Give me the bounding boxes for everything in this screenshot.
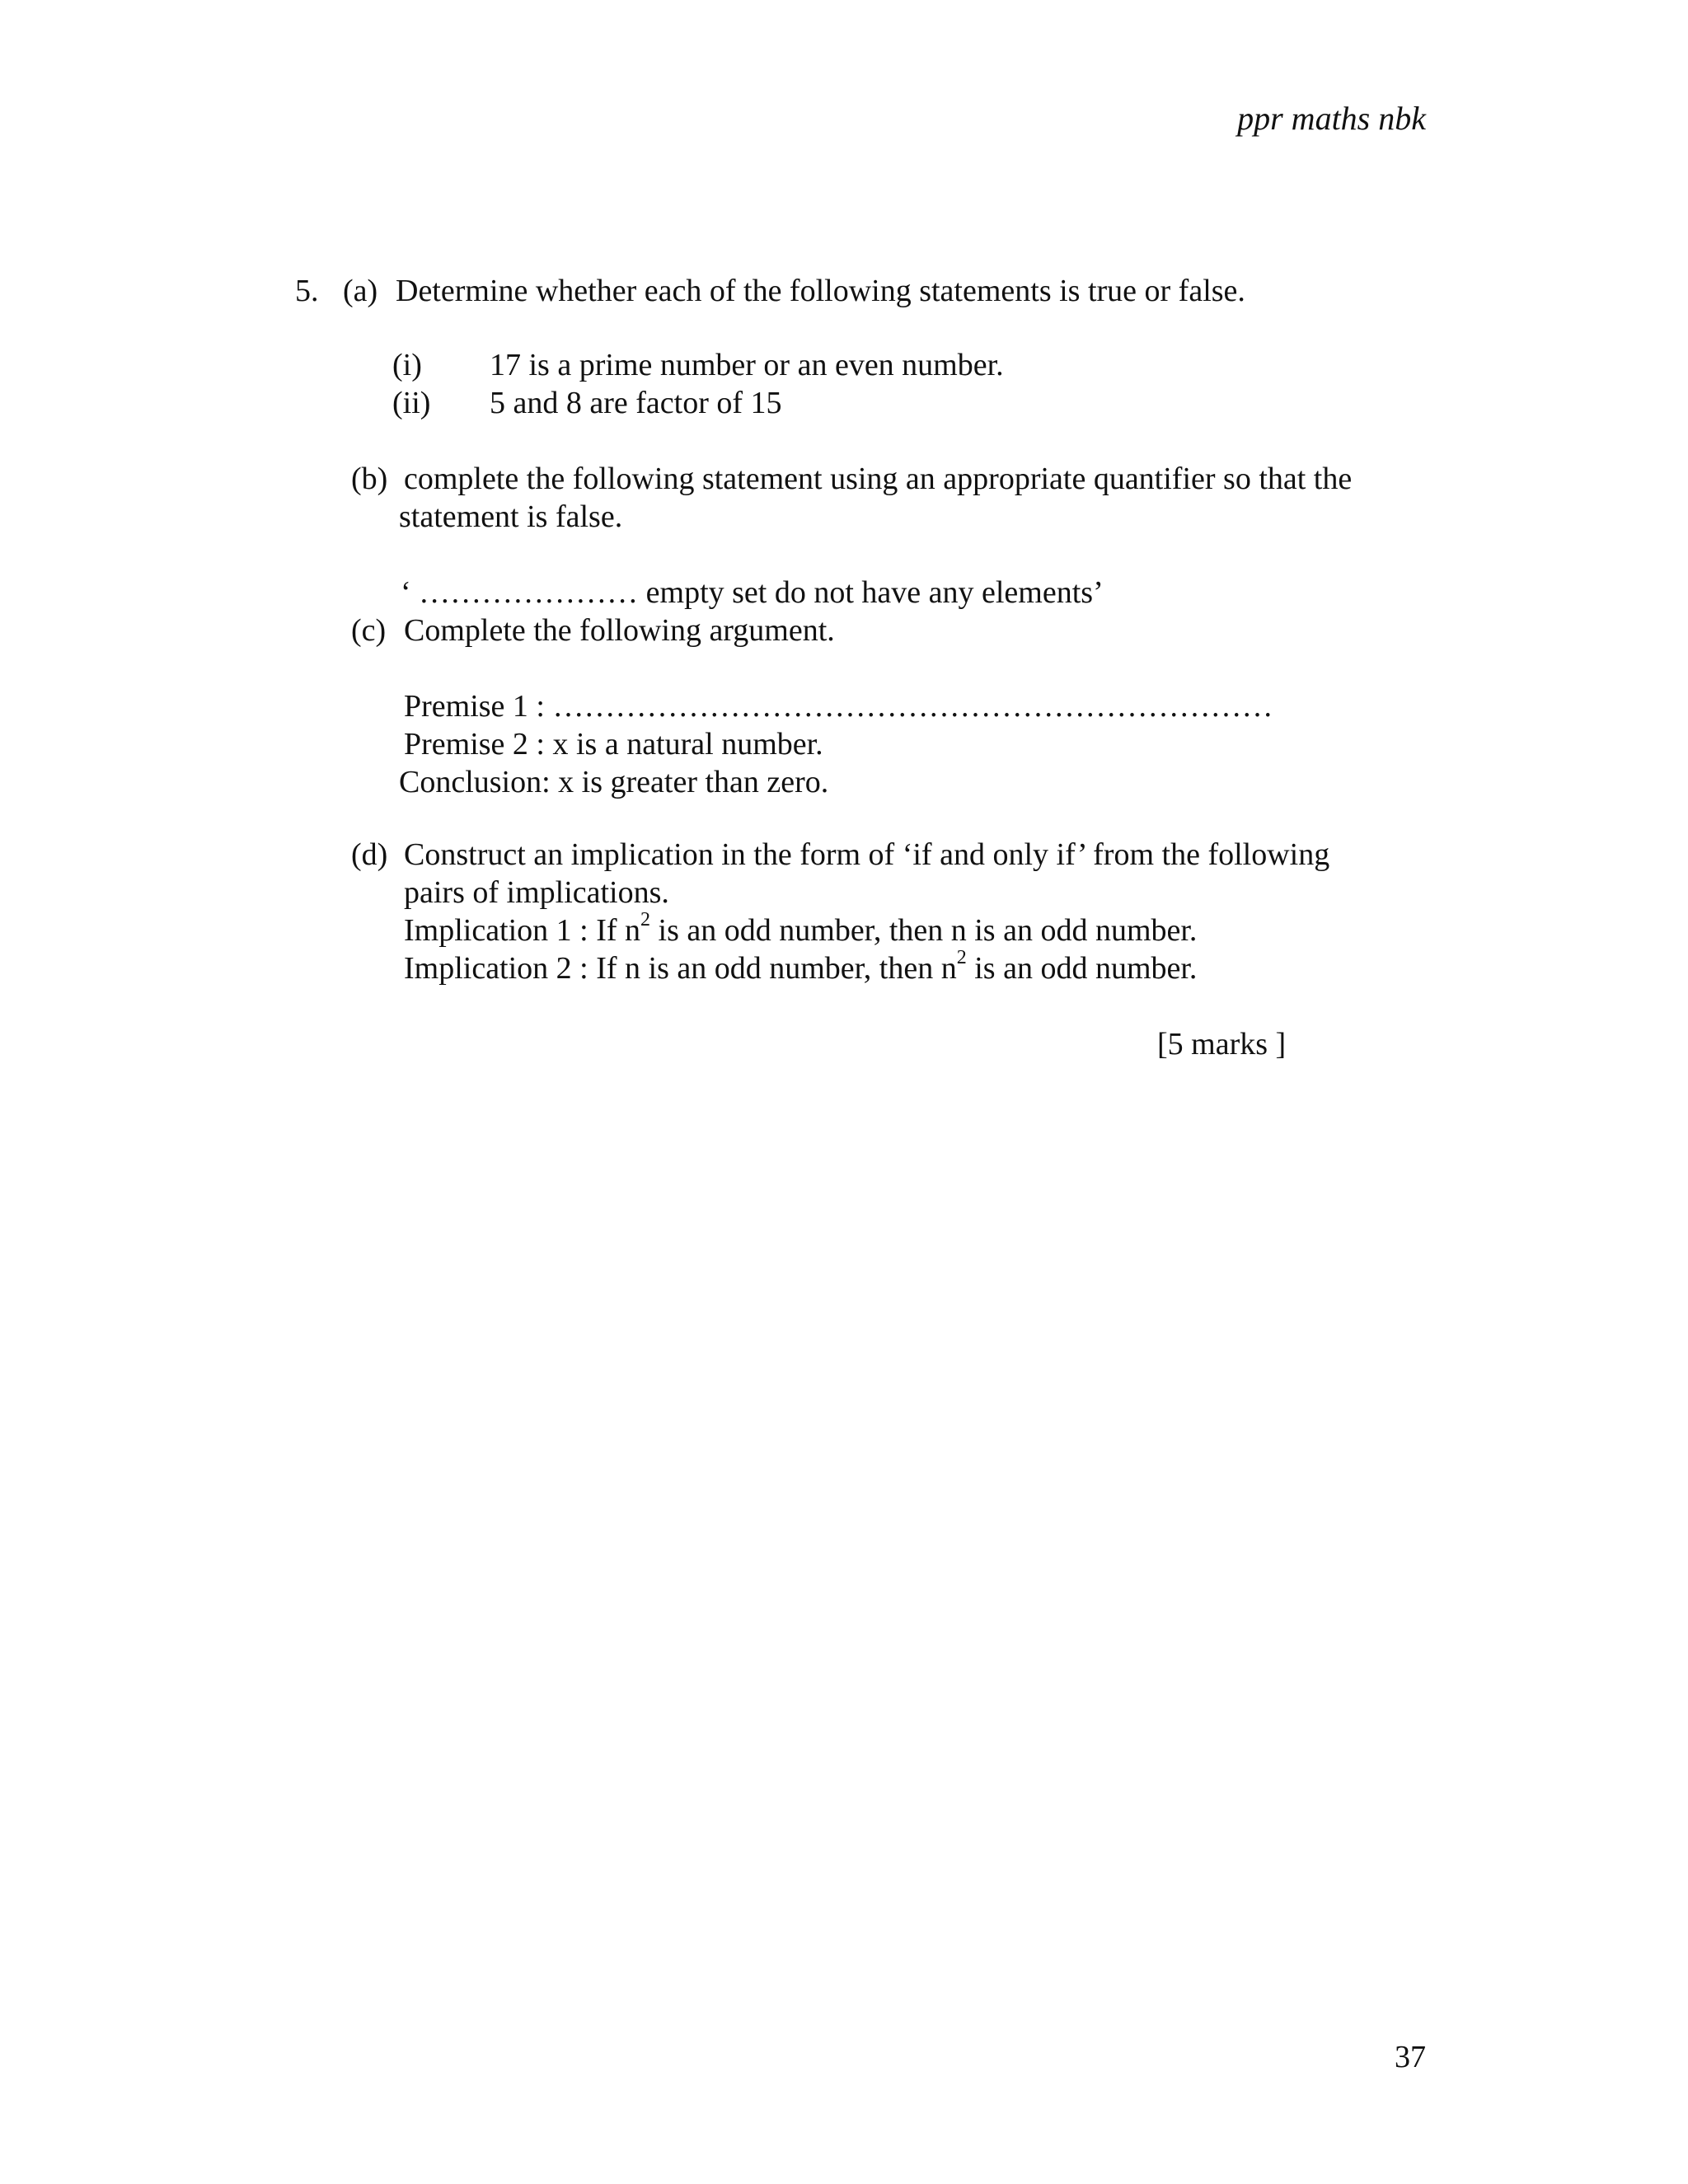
marks: [5 marks ] [1157,1027,1287,1062]
page-number: 37 [1395,2040,1426,2074]
part-a-item-ii-label: (ii) [392,386,431,420]
part-a-item-ii-text: 5 and 8 are factor of 15 [490,386,782,420]
implication-1-start: Implication 1 : If n [404,913,641,948]
part-d-line1: Construct an implication in the form of ‘if and only if’ from the following [404,837,1330,872]
part-c-label: (c) [351,613,387,648]
part-a-item-i-text: 17 is a prime number or an even number. [490,348,1004,382]
part-c-text: Complete the following argument. [404,613,835,648]
implication-2-end: is an odd number. [966,951,1198,986]
part-b-line1: complete the following statement using an appropriate quantifier so that the [404,462,1353,496]
page-header: ppr maths nbk [1237,100,1426,137]
part-a-label: (a) [343,274,378,308]
part-b-quote: ‘ ………………… empty set do not have any elements’ [401,575,1104,610]
implication-2-start: Implication 2 : If n is an odd number, then n [404,951,957,986]
part-a-text: Determine whether each of the following statements is true or false. [396,274,1245,308]
implication-1 [404,909,1198,949]
exponent-1: 2 [640,909,651,931]
part-b-label: (b) [351,462,388,496]
exponent-2: 2 [956,947,967,969]
part-d-line2: pairs of implications. [404,875,669,910]
part-b-line2: statement is false. [399,499,623,534]
question-number: 5. [295,274,319,308]
conclusion: Conclusion: x is greater than zero. [399,765,829,799]
part-d-label: (d) [351,837,388,872]
premise-2: Premise 2 : x is a natural number. [404,727,823,762]
implication-2 [404,949,1197,987]
part-a-item-i-label: (i) [392,348,422,382]
implication-1-end: is an odd number, then n is an odd number. [650,913,1198,948]
premise-1: Premise 1 : …………………………………………………………… [404,689,1273,724]
